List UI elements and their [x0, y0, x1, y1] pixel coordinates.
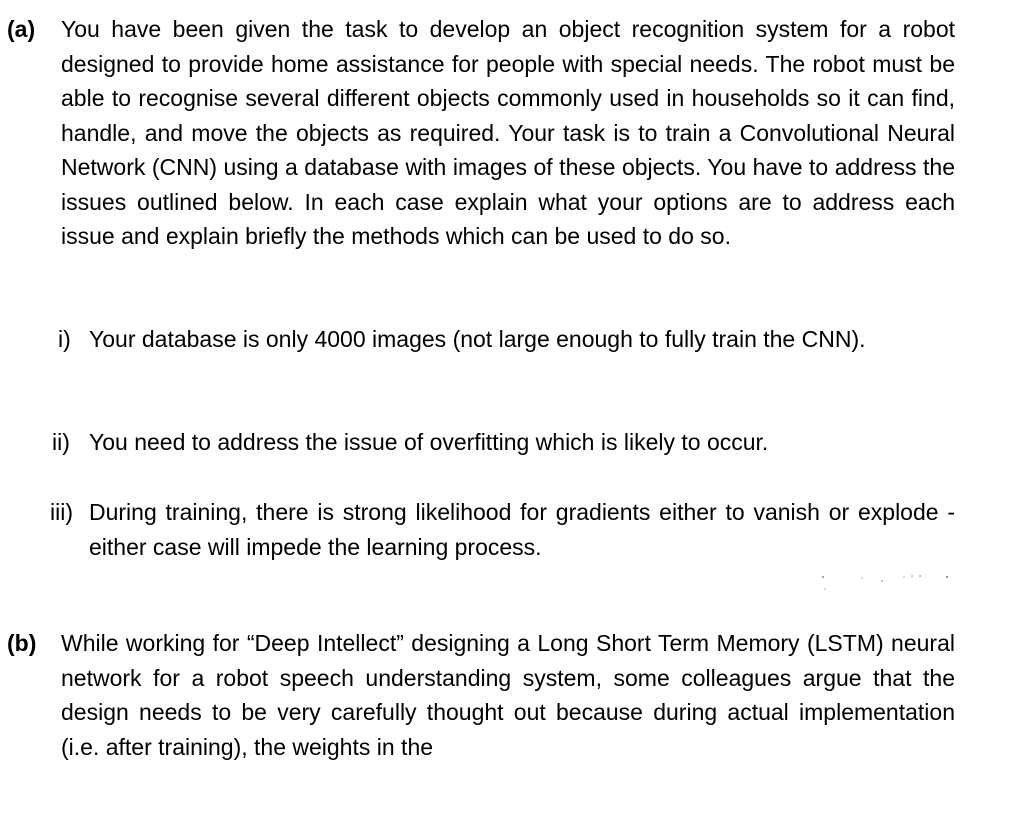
question-b-label: (b) — [7, 630, 37, 656]
sub-item-text: You need to address the issue of overfitting which is likely to occur. — [89, 429, 769, 455]
question-a-label: (a) — [7, 16, 36, 42]
sub-item-number: i) — [58, 326, 71, 352]
question-b-text: While working for “Deep Intellect” designing a Long Short Term Memory (LSTM) neural network for a robot speech understanding system, some colleagues argue that the design needs to be very carefully thought out because during actual implementation (i.e. after training), the weights in the — [61, 630, 955, 760]
scan-specks — [820, 574, 950, 594]
sub-item-ii — [52, 425, 955, 460]
sub-item-text: Your database is only 4000 images (not large enough to fully train the CNN). — [89, 326, 866, 352]
sub-item-number: iii) — [50, 499, 73, 525]
sub-item-iii — [52, 495, 955, 564]
sub-item-number: ii) — [52, 429, 70, 455]
question-a — [7, 12, 955, 254]
question-a-text: You have been given the task to develop an object recognition system for a robot designed to provide home assistance for people with special needs. The robot must be able to recognise several different objects commonly used in households so it can find, handle, and move the objects as required. Your task is to train a Convolutional Neural Network (CNN) using a database with images of these objects. You have to address the issues outlined below. In each case explain what your options are to address each issue and explain briefly the methods which can be used to do so. — [61, 16, 955, 249]
sub-item-i — [52, 322, 955, 357]
question-b — [7, 626, 955, 764]
sub-item-text: During training, there is strong likelihood for gradients either to vanish or explode - either case will impede the learning process. — [89, 499, 955, 560]
